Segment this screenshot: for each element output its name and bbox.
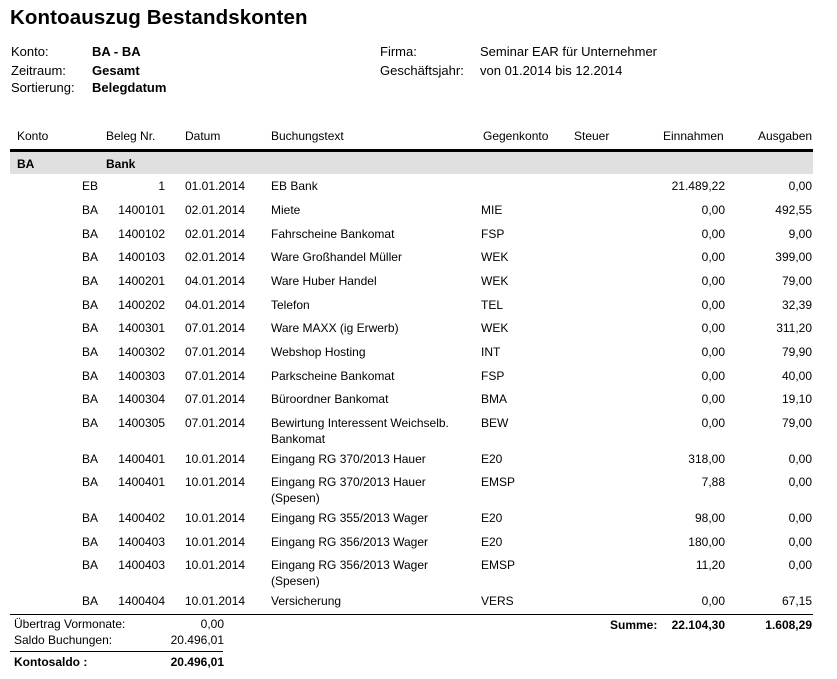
cell-gegenkonto: E20 — [481, 511, 503, 525]
cell-datum: 01.01.2014 — [185, 179, 246, 193]
cell-konto: BA — [82, 345, 99, 359]
cell-buchungstext: Webshop Hosting — [271, 345, 366, 359]
cell-beleg: 1400403 — [118, 558, 165, 572]
cell-gegenkonto: TEL — [481, 298, 504, 312]
col-datum: Datum — [185, 129, 221, 143]
cell-ausgaben: 19,10 — [781, 392, 812, 406]
zeitraum-label: Zeitraum: — [11, 63, 66, 78]
cell-gegenkonto: VERS — [481, 594, 514, 608]
cell-ausgaben: 0,00 — [788, 475, 812, 489]
cell-datum: 02.01.2014 — [185, 203, 246, 217]
cell-konto: BA — [82, 392, 99, 406]
cell-buchungstext: Eingang RG 370/2013 Hauer — [271, 452, 426, 466]
cell-datum: 07.01.2014 — [185, 392, 246, 406]
cell-konto: EB — [82, 179, 99, 193]
cell-buchungstext: Ware Großhandel Müller — [271, 250, 402, 264]
cell-ausgaben: 79,00 — [781, 416, 812, 430]
cell-beleg: 1400303 — [118, 369, 165, 383]
cell-gegenkonto: WEK — [481, 250, 509, 264]
cell-gegenkonto: E20 — [481, 452, 503, 466]
cell-einnahmen: 0,00 — [701, 227, 725, 241]
cell-einnahmen: 0,00 — [701, 298, 725, 312]
cell-einnahmen: 0,00 — [701, 392, 725, 406]
cell-ausgaben: 0,00 — [788, 511, 812, 525]
summe-einnahmen: 22.104,30 — [671, 618, 725, 632]
summe-ausgaben: 1.608,29 — [765, 618, 812, 632]
cell-gegenkonto: EMSP — [481, 558, 516, 572]
cell-datum: 10.01.2014 — [185, 594, 246, 608]
cell-datum: 02.01.2014 — [185, 250, 246, 264]
cell-buchungstext: Eingang RG 356/2013 Wager — [271, 558, 428, 572]
cell-konto: BA — [82, 475, 99, 489]
cell-ausgaben: 79,90 — [781, 345, 812, 359]
konto-label: Konto: — [11, 44, 49, 59]
cell-gegenkonto: E20 — [481, 535, 503, 549]
cell-konto: BA — [82, 298, 99, 312]
cell-konto: BA — [82, 274, 99, 288]
cell-gegenkonto: WEK — [481, 321, 509, 335]
cell-datum: 07.01.2014 — [185, 369, 246, 383]
cell-einnahmen: 0,00 — [701, 250, 725, 264]
konto-value: BA - BA — [92, 44, 141, 59]
cell-buchungstext: Ware Huber Handel — [271, 274, 377, 288]
cell-ausgaben: 9,00 — [788, 227, 812, 241]
cell-buchungstext-cont: Bankomat — [271, 432, 326, 446]
sortierung-value: Belegdatum — [92, 80, 167, 95]
col-einnahmen: Einnahmen — [663, 129, 724, 143]
geschaeftsjahr-label: Geschäftsjahr: — [380, 63, 464, 78]
cell-beleg: 1400304 — [118, 392, 165, 406]
cell-konto: BA — [82, 452, 99, 466]
cell-beleg: 1400102 — [118, 227, 165, 241]
cell-beleg: 1400402 — [118, 511, 165, 525]
cell-datum: 07.01.2014 — [185, 321, 246, 335]
cell-beleg: 1400301 — [118, 321, 165, 335]
cell-buchungstext: Miete — [271, 203, 301, 217]
sortierung-label: Sortierung: — [11, 80, 75, 95]
cell-datum: 02.01.2014 — [185, 227, 246, 241]
cell-einnahmen: 0,00 — [701, 594, 725, 608]
summe-label: Summe: — [610, 618, 658, 632]
cell-datum: 07.01.2014 — [185, 416, 246, 430]
uebertrag-value: 0,00 — [200, 617, 224, 631]
kontosaldo-label: Kontosaldo : — [14, 655, 88, 669]
cell-buchungstext-cont: (Spesen) — [271, 491, 320, 505]
cell-datum: 07.01.2014 — [185, 345, 246, 359]
cell-beleg: 1400401 — [118, 452, 165, 466]
cell-einnahmen: 0,00 — [701, 203, 725, 217]
cell-einnahmen: 180,00 — [688, 535, 725, 549]
firma-label: Firma: — [380, 44, 417, 59]
col-ausgaben: Ausgaben — [758, 129, 813, 143]
cell-einnahmen: 0,00 — [701, 416, 725, 430]
cell-konto: BA — [82, 250, 99, 264]
cell-einnahmen: 0,00 — [701, 369, 725, 383]
cell-beleg: 1400202 — [118, 298, 165, 312]
cell-ausgaben: 492,55 — [775, 203, 812, 217]
col-steuer: Steuer — [574, 129, 610, 143]
cell-buchungstext: Eingang RG 370/2013 Hauer — [271, 475, 426, 489]
col-gegenkonto: Gegenkonto — [483, 129, 549, 143]
group-name: Bank — [106, 157, 136, 171]
cell-gegenkonto: INT — [481, 345, 501, 359]
cell-buchungstext: Eingang RG 355/2013 Wager — [271, 511, 428, 525]
cell-konto: BA — [82, 203, 99, 217]
cell-einnahmen: 0,00 — [701, 321, 725, 335]
cell-gegenkonto: WEK — [481, 274, 509, 288]
saldo-value: 20.496,01 — [170, 633, 224, 647]
cell-konto: BA — [82, 321, 99, 335]
group-code: BA — [17, 157, 35, 171]
cell-einnahmen: 318,00 — [688, 452, 725, 466]
cell-gegenkonto: FSP — [481, 369, 505, 383]
cell-beleg: 1400404 — [118, 594, 165, 608]
cell-ausgaben: 399,00 — [775, 250, 812, 264]
cell-ausgaben: 0,00 — [788, 558, 812, 572]
uebertrag-label: Übertrag Vormonate: — [14, 617, 126, 631]
cell-beleg: 1400201 — [118, 274, 165, 288]
col-beleg: Beleg Nr. — [106, 129, 156, 143]
cell-beleg: 1400305 — [118, 416, 165, 430]
cell-einnahmen: 98,00 — [694, 511, 725, 525]
cell-konto: BA — [82, 511, 99, 525]
cell-gegenkonto: EMSP — [481, 475, 516, 489]
cell-datum: 04.01.2014 — [185, 298, 246, 312]
cell-buchungstext: Eingang RG 356/2013 Wager — [271, 535, 428, 549]
cell-beleg: 1400403 — [118, 535, 165, 549]
summary-rule — [10, 614, 813, 615]
cell-buchungstext: Büroordner Bankomat — [271, 392, 389, 406]
cell-einnahmen: 21.489,22 — [671, 179, 725, 193]
cell-buchungstext: Parkscheine Bankomat — [271, 369, 395, 383]
col-konto: Konto — [17, 129, 49, 143]
cell-gegenkonto: BMA — [481, 392, 508, 406]
cell-buchungstext-cont: (Spesen) — [271, 574, 320, 588]
saldo-label: Saldo Buchungen: — [14, 633, 113, 647]
cell-ausgaben: 79,00 — [781, 274, 812, 288]
cell-einnahmen: 7,88 — [701, 475, 725, 489]
cell-ausgaben: 32,39 — [781, 298, 812, 312]
cell-datum: 10.01.2014 — [185, 511, 246, 525]
cell-einnahmen: 11,20 — [695, 558, 725, 572]
cell-datum: 10.01.2014 — [185, 475, 246, 489]
cell-ausgaben: 40,00 — [781, 369, 812, 383]
cell-buchungstext: Telefon — [271, 298, 310, 312]
cell-beleg: 1400103 — [118, 250, 165, 264]
cell-datum: 10.01.2014 — [185, 535, 246, 549]
cell-konto: BA — [82, 416, 99, 430]
cell-buchungstext: Ware MAXX (ig Erwerb) — [271, 321, 399, 335]
cell-konto: BA — [82, 535, 99, 549]
cell-beleg: 1400101 — [118, 203, 165, 217]
cell-konto: BA — [82, 558, 99, 572]
cell-beleg: 1400302 — [118, 345, 165, 359]
zeitraum-value: Gesamt — [92, 63, 140, 78]
kontosaldo-rule — [10, 651, 223, 652]
cell-gegenkonto: MIE — [481, 203, 503, 217]
geschaeftsjahr-value: von 01.2014 bis 12.2014 — [480, 63, 623, 78]
kontosaldo-value: 20.496,01 — [170, 655, 224, 669]
cell-datum: 10.01.2014 — [185, 558, 246, 572]
cell-beleg: 1 — [158, 179, 165, 193]
cell-ausgaben: 0,00 — [788, 179, 812, 193]
cell-buchungstext: Fahrscheine Bankomat — [271, 227, 395, 241]
cell-buchungstext: EB Bank — [271, 179, 318, 193]
cell-datum: 10.01.2014 — [185, 452, 246, 466]
cell-gegenkonto: FSP — [481, 227, 505, 241]
cell-konto: BA — [82, 594, 99, 608]
cell-buchungstext: Versicherung — [271, 594, 342, 608]
cell-beleg: 1400401 — [118, 475, 165, 489]
cell-ausgaben: 67,15 — [781, 594, 812, 608]
cell-einnahmen: 0,00 — [701, 345, 725, 359]
firma-value: Seminar EAR für Unternehmer — [480, 44, 658, 59]
cell-konto: BA — [82, 369, 99, 383]
page-title: Kontoauszug Bestandskonten — [10, 6, 308, 29]
cell-datum: 04.01.2014 — [185, 274, 246, 288]
cell-ausgaben: 0,00 — [788, 535, 812, 549]
cell-gegenkonto: BEW — [481, 416, 509, 430]
col-buchungstext: Buchungstext — [271, 129, 344, 143]
cell-einnahmen: 0,00 — [701, 274, 725, 288]
cell-ausgaben: 0,00 — [788, 452, 812, 466]
cell-buchungstext: Bewirtung Interessent Weichselb. — [271, 416, 449, 430]
cell-ausgaben: 311,20 — [776, 321, 812, 335]
cell-konto: BA — [82, 227, 99, 241]
